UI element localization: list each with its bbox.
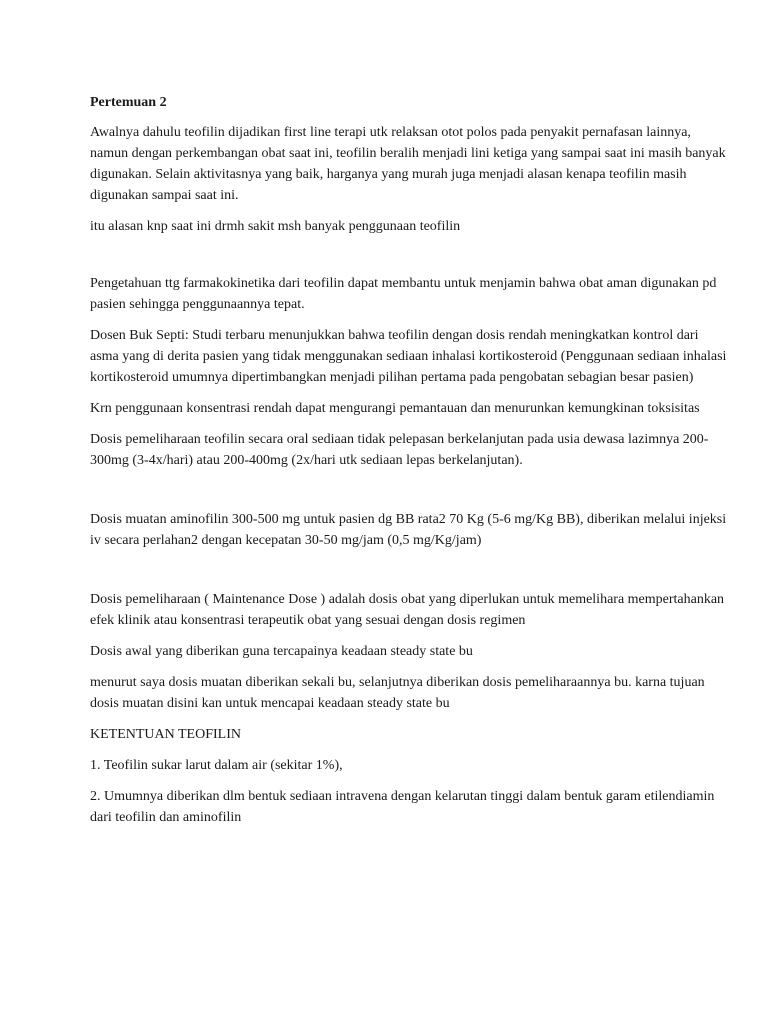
document-title: Pertemuan 2 [90,95,167,110]
paragraph-lecturer-note: Dosen Buk Septi: Studi terbaru menunjukkan bahwa teofilin dengan dosis rendah meningkatkan kontrol dari asma yang di derita pasien yang tidak menggunakan sediaan inhalasi kortikosteroid (Penggunaan sediaan inhalasi kortikosteroid umumnya dipertimbangkan menjadi pilihan pertama pada pengobatan sebagian besar pasien) [90,328,727,385]
list-item-solubility: 1. Teofilin sukar larut dalam air (sekitar 1%), [90,758,343,773]
list-item-intravenous-form: 2. Umumnya diberikan dlm bentuk sediaan intravena dengan kelarutan tinggi dalam bentuk garam etilendiamin dari teofilin dan aminofilin [90,789,715,825]
paragraph-hospital-usage: itu alasan knp saat ini drmh sakit msh banyak penggunaan teofilin [90,219,461,234]
document-page [90,92,730,838]
paragraph-theophylline-history: Awalnya dahulu teofilin dijadikan first line terapi utk relaksan otot polos pada penyakit pernafasan lainnya, namun dengan perkembangan obat saat ini, teofilin beralih menjadi lini ketiga yang sampai saat ini masih banyak digunakan. Selain aktivitasnya yang baik, harganya yang murah juga menjadi alasan kenapa teofilin masih digunakan sampai saat ini. [90,125,726,203]
paragraph-loading-dose-opinion: menurut saya dosis muatan diberikan sekali bu, selanjutnya diberikan dosis pemeliharaannya bu. karna tujuan dosis muatan disini kan untuk mencapai keadaan steady state bu [90,675,705,711]
paragraph-initial-dose: Dosis awal yang diberikan guna tercapainya keadaan steady state bu [90,644,473,659]
section-heading-ketentuan: KETENTUAN TEOFILIN [90,727,241,742]
paragraph-aminophylline-loading-dose: Dosis muatan aminofilin 300-500 mg untuk pasien dg BB rata2 70 Kg (5-6 mg/Kg BB), diberikan melalui injeksi iv secara perlahan2 dengan kecepatan 30-50 mg/jam (0,5 mg/Kg/jam) [90,512,727,548]
paragraph-maintenance-dose-definition: Dosis pemeliharaan ( Maintenance Dose ) adalah dosis obat yang diperlukan untuk memelihara mempertahankan efek klinik atau konsentrasi terapeutik obat yang sesuai dengan dosis regimen [90,592,725,628]
paragraph-pharmacokinetics: Pengetahuan ttg farmakokinetika dari teofilin dapat membantu untuk menjamin bahwa obat aman digunakan pd pasien sehingga penggunaannya tepat. [90,276,717,312]
paragraph-oral-maintenance-dose: Dosis pemeliharaan teofilin secara oral sediaan tidak pelepasan berkelanjutan pada usia dewasa lazimnya 200-300mg (3-4x/hari) atau 200-400mg (2x/hari utk sediaan lepas berkelanjutan). [90,432,709,468]
paragraph-low-concentration: Krn penggunaan konsentrasi rendah dapat mengurangi pemantauan dan menurunkan kemungkinan toksisitas [90,401,700,416]
